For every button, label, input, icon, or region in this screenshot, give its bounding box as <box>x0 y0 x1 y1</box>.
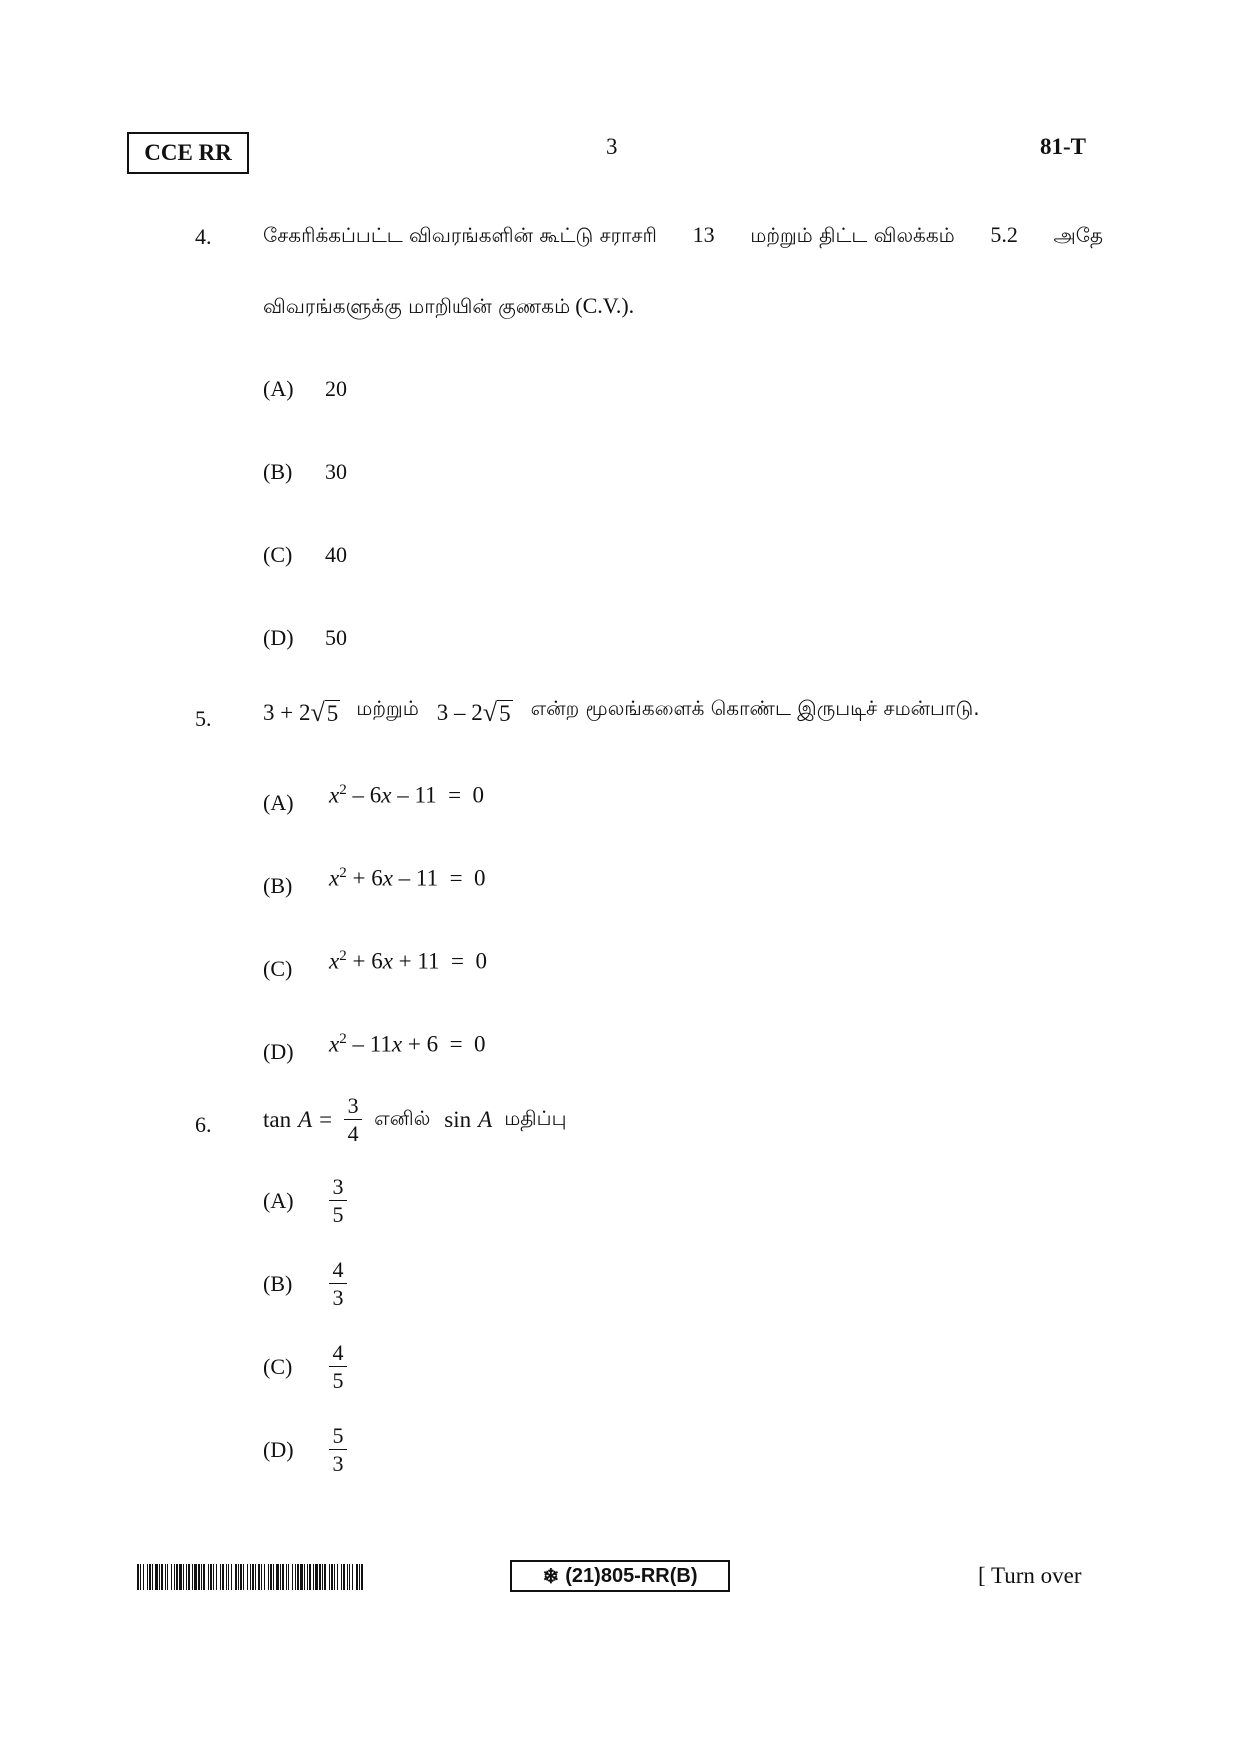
option-label: (A) <box>263 1187 294 1213</box>
header-code-box <box>127 132 249 174</box>
question-6-mathippu: மதிப்பு <box>504 1106 567 1131</box>
option-label: (C) <box>263 1353 293 1379</box>
question-5-text <box>263 696 980 726</box>
angle-a: A <box>298 1106 313 1132</box>
option-fraction: $\frac{4}{5}$ <box>329 1341 347 1392</box>
question-5-option-c <box>263 948 663 982</box>
question-5-connector: மற்றும் <box>356 696 419 720</box>
root-2-prefix: 3 – 2 <box>436 700 483 725</box>
snowflake-icon: ❄ <box>542 1565 560 1588</box>
root-1-prefix: 3 + 2 <box>263 700 311 725</box>
option-label: (B) <box>263 459 293 484</box>
question-4-option-c <box>263 542 347 568</box>
question-6-number: 6. <box>195 1112 212 1137</box>
question-4-text-line2-label: விவரங்களுக்கு மாறியின் குணகம் <box>263 294 571 318</box>
question-4-option-a <box>263 376 347 402</box>
paper-code: 81-T <box>1040 134 1086 159</box>
equals-sign: = <box>319 1106 333 1132</box>
fraction-tan-value: $\frac{3}{4}$ <box>344 1094 362 1145</box>
turn-over: [ Turn over <box>978 1563 1082 1588</box>
option-value: 40 <box>325 542 347 567</box>
question-4-option-d <box>263 625 347 651</box>
option-equation: $x^2 + 6x + 11 = 0$ <box>329 948 488 974</box>
sqrt-symbol: √ 5 <box>310 698 339 727</box>
option-fraction: $\frac{5}{3}$ <box>329 1424 347 1475</box>
question-5-text-after: என்ற மூலங்களைக் கொண்ட இருபடிச் சமன்பாடு. <box>530 696 980 720</box>
tan-function: tan <box>263 1106 292 1132</box>
option-equation: $x^2 - 6x - 11 = 0$ <box>329 782 485 808</box>
question-6-option-a <box>263 1175 347 1226</box>
sin-function: sin <box>444 1106 472 1132</box>
option-label: (A) <box>263 376 294 401</box>
option-label: (C) <box>263 956 293 981</box>
sqrt-symbol: √ 5 <box>482 698 511 727</box>
question-6-option-b <box>263 1258 347 1309</box>
option-label: (B) <box>263 1270 293 1296</box>
option-label: (D) <box>263 1039 294 1064</box>
question-4-cv: (C.V.). <box>575 293 635 318</box>
question-5-option-a <box>263 782 663 816</box>
option-label: (B) <box>263 873 293 898</box>
question-6-enil: எனில் <box>374 1106 431 1131</box>
option-equation: $x^2 + 6x - 11 = 0$ <box>329 865 486 891</box>
option-value: 50 <box>325 625 347 650</box>
root-1-radicand: 5 <box>326 700 339 726</box>
root-2 <box>437 700 513 726</box>
option-label: (D) <box>263 1436 294 1462</box>
footer-code: (21)805-RR(B) <box>565 1564 698 1587</box>
angle-a: A <box>478 1106 493 1132</box>
page-number: 3 <box>606 134 618 159</box>
question-4-sd: 5.2 <box>990 222 1018 247</box>
option-value: 20 <box>325 376 347 401</box>
root-2-radicand: 5 <box>499 700 511 726</box>
option-equation: $x^2 - 11x + 6 = 0$ <box>329 1031 486 1057</box>
option-label: (D) <box>263 625 294 650</box>
question-6-option-d <box>263 1424 347 1475</box>
barcode <box>137 1564 365 1590</box>
footer-code-box <box>510 1560 730 1592</box>
question-5-option-d <box>263 1031 663 1065</box>
question-4-mean: 13 <box>692 222 715 247</box>
option-value: 30 <box>325 459 347 484</box>
question-5-number: 5. <box>195 706 212 731</box>
option-fraction: $\frac{4}{3}$ <box>329 1258 347 1309</box>
question-6-option-c <box>263 1341 347 1392</box>
question-6-text <box>263 1094 566 1145</box>
option-label: (C) <box>263 542 293 567</box>
question-4-text-a: சேகரிக்கப்பட்ட விவரங்களின் கூட்டு சராசரி <box>263 223 657 247</box>
option-fraction: $\frac{3}{5}$ <box>329 1175 347 1226</box>
header-code: CCE RR <box>144 140 232 165</box>
question-4-text-line1 <box>263 222 1103 250</box>
question-4-number: 4. <box>195 224 212 249</box>
option-label: (A) <box>263 790 294 815</box>
question-4-text-b: மற்றும் திட்ட விலக்கம் <box>750 223 955 247</box>
question-4-option-b <box>263 459 347 485</box>
root-1 <box>263 700 340 726</box>
question-4-text-c: அதே <box>1053 223 1103 247</box>
question-4-text-line2 <box>263 293 634 321</box>
question-5-option-b <box>263 865 663 899</box>
barcode-bar <box>361 1564 363 1590</box>
